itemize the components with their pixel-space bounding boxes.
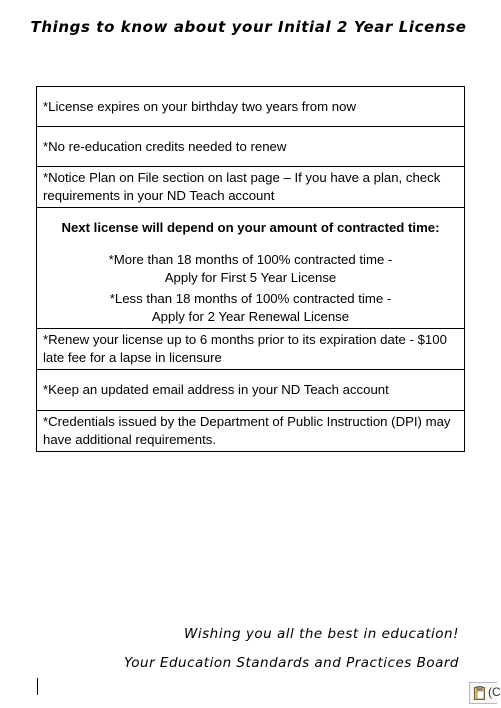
closing-wishes: Wishing you all the best in education! [184, 626, 459, 642]
row-email-address: *Keep an updated email address in your ND Teach account [37, 370, 465, 411]
option-less-than-18-line2: Apply for 2 Year Renewal License [151, 308, 350, 324]
option-less-than-18-line1: *Less than 18 months of 100% contracted time - [109, 290, 392, 306]
option-more-than-18-line2: Apply for First 5 Year License [164, 269, 337, 285]
paste-options-button[interactable] [469, 682, 501, 704]
row-license-expires: *License expires on your birthday two years from now [37, 87, 465, 127]
table-row [37, 329, 465, 370]
row-no-reeducation: *No re-education credits needed to renew [37, 127, 465, 167]
table-row [37, 127, 465, 167]
table-row [37, 87, 465, 127]
row-plan-on-file: *Notice Plan on File section on last page – If you have a plan, check requirements in your ND Teach account [37, 167, 465, 208]
closing-signature: Your Education Standards and Practices Board [124, 655, 459, 671]
table-row [37, 167, 465, 208]
row-renew-license: *Renew your license up to 6 months prior to its expiration date - $100 late fee for a lapse in licensure [37, 329, 465, 370]
license-info-table [36, 86, 465, 452]
row-next-license [37, 208, 465, 329]
next-license-heading: Next license will depend on your amount of contracted time: [61, 219, 440, 235]
table-row [37, 370, 465, 411]
row-credentials-dpi: *Credentials issued by the Department of Public Instruction (DPI) may have additional requirements. [37, 411, 465, 452]
paste-options-label: (C [488, 685, 501, 699]
clipboard-icon [474, 686, 485, 700]
table-row [37, 208, 465, 329]
option-more-than-18-line1: *More than 18 months of 100% contracted time - [108, 251, 393, 267]
table-row [37, 411, 465, 452]
text-cursor [37, 678, 38, 695]
document-title: Things to know about your Initial 2 Year License [30, 18, 467, 36]
